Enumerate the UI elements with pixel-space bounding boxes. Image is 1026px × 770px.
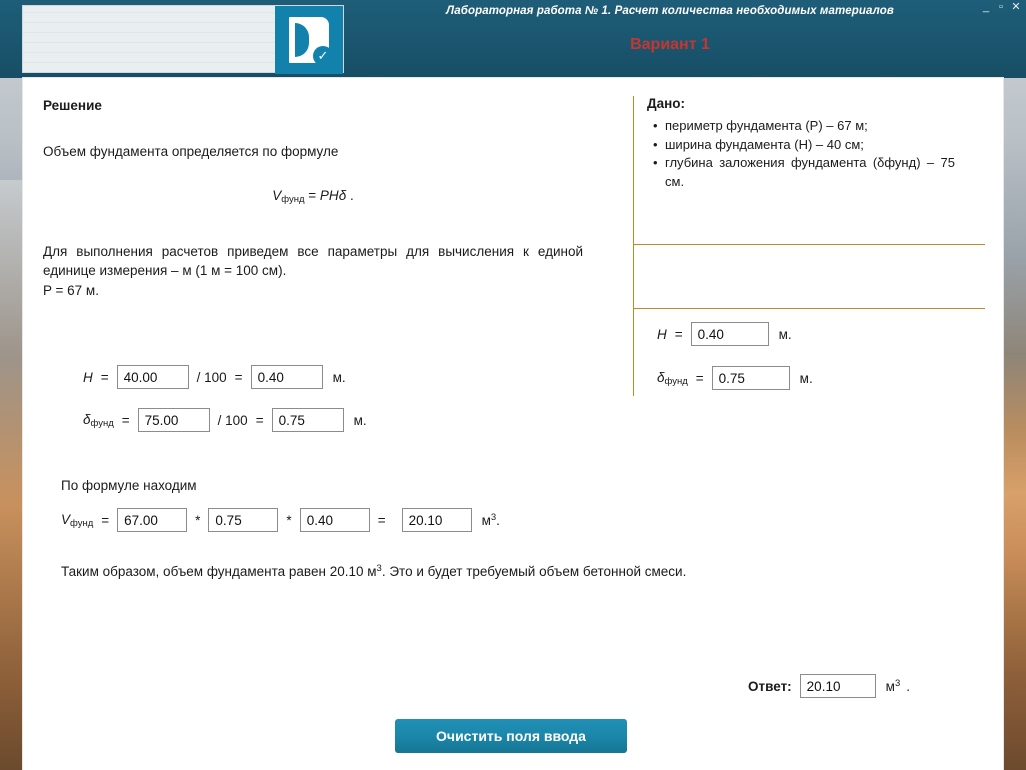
calc-depth-m-input[interactable] (272, 408, 344, 432)
given-row-width (657, 322, 792, 346)
volume-equals: = (101, 512, 110, 528)
volume-mul-1: * (195, 512, 201, 528)
given-width-label: H (657, 326, 667, 342)
minimize-icon[interactable]: _ (982, 1, 990, 13)
calc-width-equals2: = (234, 369, 243, 385)
conclusion-text (61, 563, 686, 579)
calc-depth-cm-input[interactable] (138, 408, 210, 432)
calc-depth-equals2: = (255, 412, 264, 428)
calc-depth-unit: м. (353, 412, 367, 428)
clear-fields-button[interactable]: Очистить поля ввода (395, 719, 627, 753)
close-icon[interactable]: ✕ (1011, 1, 1021, 13)
given-width-equals: = (674, 326, 683, 342)
calc-depth-equals: = (121, 412, 130, 428)
given-panel-divider-1 (633, 244, 985, 245)
volume-label: $V_{фунд}$ (61, 511, 94, 529)
given-panel-divider-2 (633, 308, 985, 309)
given-depth-unit: м. (799, 370, 813, 386)
given-depth-input[interactable] (712, 366, 790, 390)
conclusion-prefix: Таким образом, объем фундамента равен (61, 564, 326, 579)
calc-width-unit: м. (332, 369, 346, 385)
volume-depth-input[interactable] (208, 508, 278, 532)
given-width-input[interactable] (691, 322, 769, 346)
logo-plate (22, 5, 344, 73)
answer-label: Ответ: (748, 678, 792, 694)
list-item: • ширина фундамента (H) – 40 см; (665, 136, 955, 155)
document-check-icon: ✓ (275, 6, 343, 74)
window-title: Лабораторная работа № 1. Расчет количества необходимых материалов (446, 5, 894, 17)
answer-input[interactable] (800, 674, 876, 698)
calc-row-width (83, 365, 346, 389)
list-item: • глубина заложения фундамента (δфунд) – 75 см. (665, 154, 955, 191)
calc-width-equals: = (100, 369, 109, 385)
worksheet (23, 78, 1003, 770)
volume-equals2: = (377, 512, 386, 528)
restore-icon[interactable]: ▫ (999, 1, 1003, 13)
variant-label: Вариант 1 (630, 36, 710, 53)
given-list (633, 117, 985, 191)
conversion-note: Для выполнения расчетов приведем все параметры для вычисления к единой единице измерения – м (1 м = 100 см). (43, 244, 583, 278)
answer-period: . (906, 678, 911, 694)
given-depth-label: $\delta_{фунд}$ (657, 369, 688, 387)
calc-width-label: H (83, 369, 93, 385)
given-width-unit: м. (778, 326, 792, 342)
conclusion-value: 20.10 (329, 564, 364, 579)
calc-width-m-input[interactable] (251, 365, 323, 389)
volume-perimeter-input[interactable] (117, 508, 187, 532)
calc-depth-divider: / 100 (217, 412, 248, 428)
calc-row-depth (83, 408, 367, 432)
given-panel (633, 96, 985, 191)
by-formula-text: По формуле находим (61, 478, 197, 493)
given-depth-equals: = (695, 370, 704, 386)
conclusion-unit: $м^3$ (367, 563, 382, 579)
calc-depth-label: $\delta_{фунд}$ (83, 411, 114, 429)
list-item: • периметр фундамента (P) – 67 м; (665, 117, 955, 136)
conclusion-suffix: . Это и будет требуемый объем бетонной смеси. (381, 564, 687, 579)
perimeter-value-text: P = 67 м. (43, 283, 99, 298)
calc-row-volume (61, 508, 500, 532)
window-controls (980, 2, 1022, 12)
answer-unit: $м^3$ (885, 678, 901, 694)
volume-formula: $V_{фунд} = PH\delta$ . (272, 188, 354, 205)
window-titlebar (0, 0, 1026, 78)
solution-intro: Объем фундамента определяется по формуле (43, 144, 339, 159)
calc-width-cm-input[interactable] (117, 365, 189, 389)
volume-unit: $м^3$. (481, 512, 500, 528)
answer-row (748, 674, 910, 698)
calc-width-divider: / 100 (196, 369, 227, 385)
volume-result-input[interactable] (402, 508, 472, 532)
given-row-depth (657, 366, 813, 390)
given-title: Дано: (647, 96, 686, 111)
solution-heading: Решение (43, 98, 102, 113)
volume-width-input[interactable] (300, 508, 370, 532)
volume-mul-2: * (286, 512, 292, 528)
